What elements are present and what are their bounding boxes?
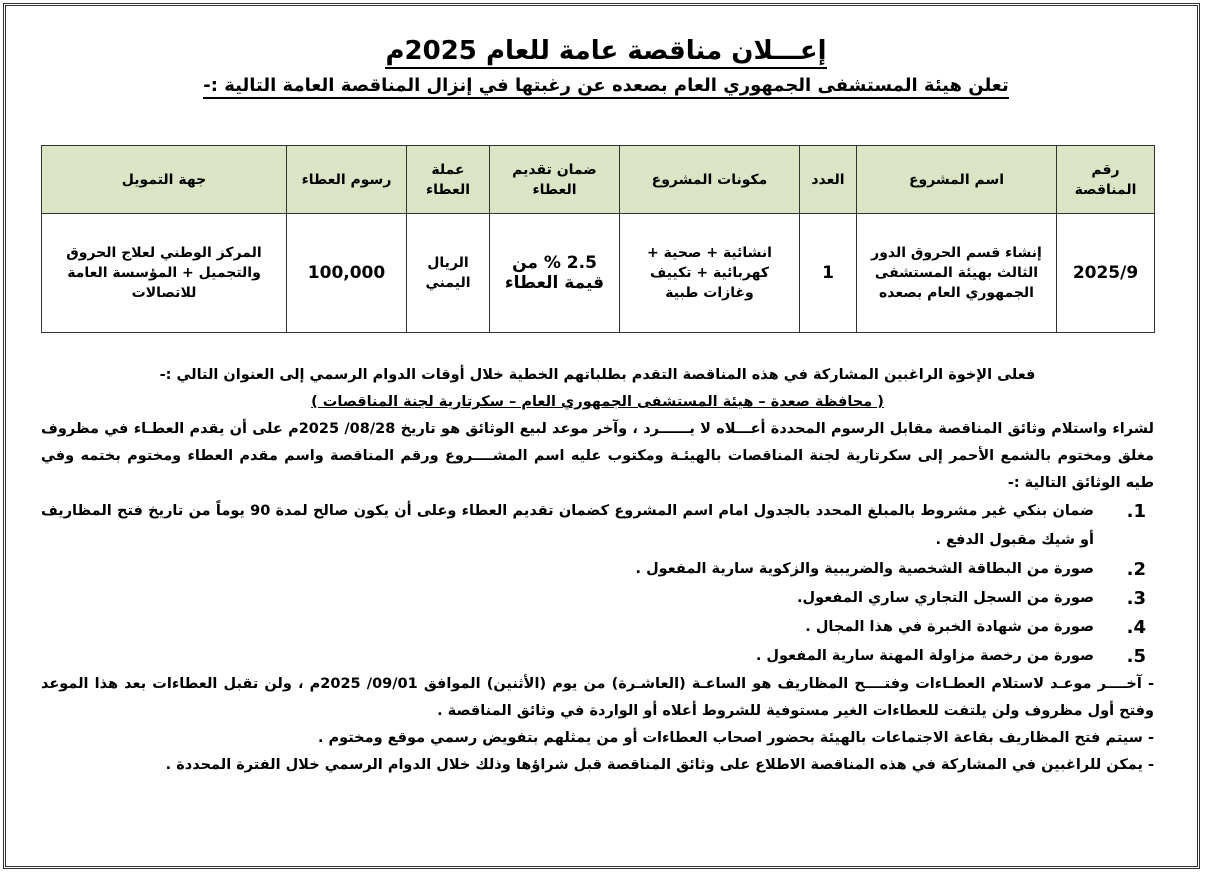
cell-project-components: انشائية + صحية + كهربائية + تكييف وغازات طبية — [620, 214, 800, 333]
header-project-name: اسم المشروع — [857, 146, 1057, 214]
tender-table — [41, 145, 1155, 333]
tender-announcement — [14, 14, 1198, 868]
list-item — [41, 584, 1154, 613]
header-bid-currency: عملة العطاء — [407, 146, 490, 214]
list-item-number: 2. — [1126, 559, 1146, 580]
purchase-paragraph: لشراء واستلام وثائق المناقصة مقابل الرسوم المحددة أعـــلاه لا يــــــرد ، وآخر موعد لبيع الوثائق هو تاريخ 08/28/ 2025م على أن يقدم العطـاء في مظروف مغلق ومختوم بالشمع الأحمر إلى سكرتارية لجنة المناقصات بالهيئـة ومكتوب عليه اسم المشــــروع ورقم المناقصة واسم مقدم العطاء ومختوم بختمه وفي طيه الوثائق التالية :- — [41, 421, 1154, 491]
list-item-text: صورة من شهادة الخبرة في هذا المجال . — [805, 619, 1094, 635]
list-item-number: 3. — [1126, 588, 1146, 609]
cell-bid-guarantee: 2.5 % من قيمة العطاء — [490, 214, 620, 333]
cell-tender-number: 2025/9 — [1057, 214, 1155, 333]
note-opening: - سيتم فتح المظاريف بقاعة الاجتماعات بالهيئة بحضور اصحاب العطاءات أو من يمثلهم بتفويض رسمي موقع ومختوم . — [317, 730, 1154, 746]
list-item-number: 5. — [1126, 646, 1146, 667]
header-quantity: العدد — [800, 146, 857, 214]
header-project-components: مكونات المشروع — [620, 146, 800, 214]
list-item — [41, 497, 1154, 555]
list-item-text: صورة من رخصة مزاولة المهنة سارية المفعول . — [755, 648, 1094, 664]
table-row — [42, 214, 1155, 333]
announcement-title: إعـــلان مناقصة عامة للعام 2025م — [14, 34, 1198, 68]
announcement-subtitle: تعلن هيئة المستشفى الجمهوري العام بصعده عن رغبتها في إنزال المناقصة العامة التالية :- — [14, 72, 1198, 100]
submission-address: ( محافظة صعدة – هيئة المستشفى الجمهوري العام – سكرتارية لجنة المناقصات ) — [311, 394, 884, 410]
list-item-number: 1. — [1126, 501, 1146, 522]
list-item — [41, 555, 1154, 584]
note-review: - يمكن للراغبين في المشاركة في هذه المناقصة الاطلاع على وثائق المناقصة قبل شراؤها وذلك خلال الدوام الرسمي خلال الفترة المحددة . — [165, 757, 1154, 773]
header-tender-number: رقم المناقصة — [1057, 146, 1155, 214]
list-item-text: صورة من السجل التجاري ساري المفعول. — [797, 590, 1094, 606]
cell-quantity: 1 — [800, 214, 857, 333]
cell-project-name: إنشاء قسم الحروق الدور الثالث بهيئة المستشفى الجمهوري العام بصعده — [857, 214, 1057, 333]
cell-bid-currency: الريال اليمني — [407, 214, 490, 333]
table-header-row — [42, 146, 1155, 214]
list-item — [41, 642, 1154, 671]
header-bid-fees: رسوم العطاء — [287, 146, 407, 214]
cell-funding-party: المركز الوطني لعلاج الحروق والتجميل + المؤسسة العامة للاتصالات — [42, 214, 287, 333]
list-item-number: 4. — [1126, 617, 1146, 638]
list-item — [41, 613, 1154, 642]
note-deadline: - آخــــر موعـد لاستلام العطـاءات وفتــــح المظاريف هو الساعـة (العاشـرة) من يوم (الأثنين) الموافق 09/01/ 2025م ، ولن تقبل العطاءات بعد هذا الموعد وفتح أول مظروف ولن يلتفت للعطاءات الغير مستوفية للشروط أعلاه أو الواردة في وثائق المناقصة . — [41, 676, 1154, 719]
list-item-text: صورة من البطاقة الشخصية والضريبية والزكوية سارية المفعول . — [635, 561, 1094, 577]
cell-bid-fees: 100,000 — [287, 214, 407, 333]
header-funding-party: جهة التمويل — [42, 146, 287, 214]
intro-text: فعلى الإخوة الراغبين المشاركة في هذه المناقصة التقدم بطلباتهم الخطية خلال أوقات الدوام الرسمي إلى العنوان التالي :- — [159, 367, 1036, 383]
announcement-body — [41, 362, 1154, 779]
list-item-text: ضمان بنكي غير مشروط بالمبلغ المحدد بالجدول امام اسم المشروع كضمان تقديم العطاء وعلى أن يكون صالح لمدة 90 يوماً من تاريخ فتح المظاريف أو شيك مقبول الدفع . — [41, 503, 1094, 548]
header-bid-guarantee: ضمان تقديم العطاء — [490, 146, 620, 214]
